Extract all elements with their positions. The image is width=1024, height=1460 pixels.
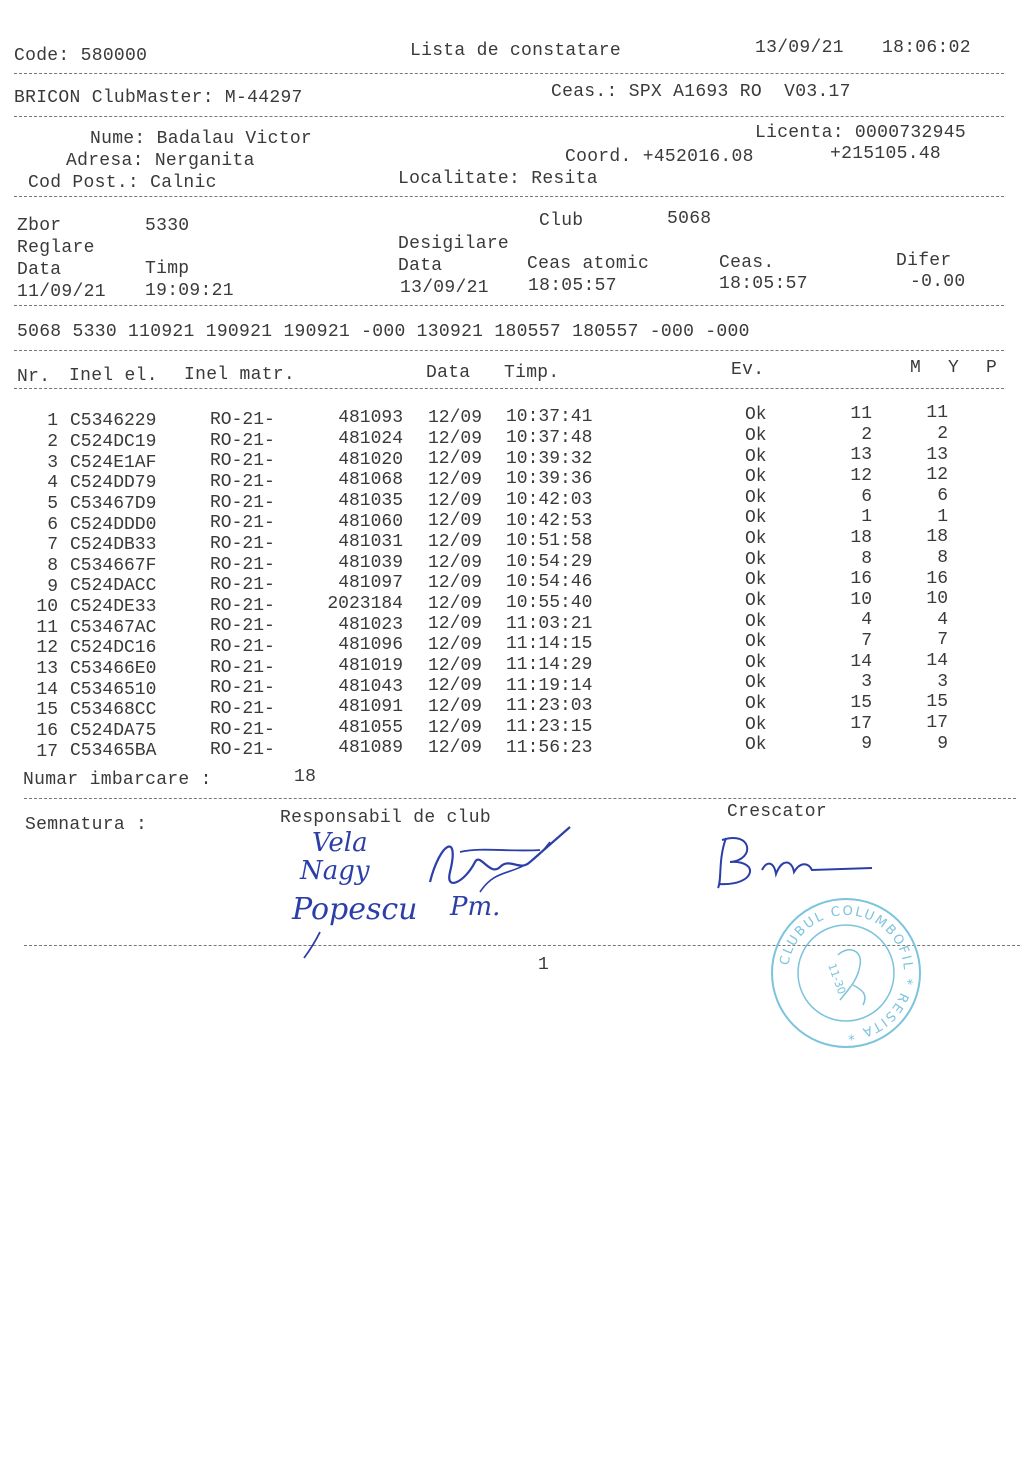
desigilare-label: Desigilare: [398, 234, 510, 254]
svg-text:CLUBUL COLUMBOFIL * RESITA *: CLUBUL COLUMBOFIL * RESITA *: [777, 903, 916, 1043]
cell-nr: 15: [36, 700, 58, 721]
table-row: [0, 712, 1024, 741]
table-row: [0, 506, 1024, 535]
svg-text:11-30: 11-30: [825, 961, 849, 997]
cell-ev: Ok: [745, 673, 767, 694]
club-stamp-icon: [768, 895, 924, 1051]
cell-ev: Ok: [745, 508, 767, 529]
cell-prefix: RO-21-: [210, 637, 275, 658]
cell-timp: 10:42:03: [506, 489, 593, 510]
table-row: [0, 444, 1024, 473]
cell-m: 2: [861, 424, 872, 445]
cell-inel-el: C534667F: [70, 555, 157, 576]
table-row: [0, 568, 1024, 597]
cell-prefix: RO-21-: [210, 410, 275, 431]
cell-ev: Ok: [745, 735, 767, 756]
cell-m: 15: [850, 692, 872, 713]
breeder-label: Crescator: [727, 802, 827, 822]
cell-data: 12/09: [428, 490, 483, 511]
cell-nr: 2: [47, 432, 58, 453]
col-header-ev: Ev.: [731, 360, 765, 380]
boarding-count-label: Numar imbarcare :: [23, 770, 212, 790]
cell-nr: 5: [47, 493, 58, 514]
cell-m: 3: [861, 672, 872, 693]
cell-timp: 10:42:53: [506, 510, 593, 531]
cell-data: 12/09: [428, 531, 483, 552]
difer-label: Difer: [896, 251, 952, 271]
cell-ev: Ok: [745, 632, 767, 653]
cell-y: 6: [937, 486, 948, 506]
reglare-date: 11/09/21: [17, 282, 106, 302]
cell-nr: 13: [36, 659, 58, 680]
divider: [14, 350, 1004, 351]
col-header-timp: Timp.: [504, 363, 560, 383]
table-row: [0, 424, 1024, 453]
cell-prefix: RO-21-: [210, 513, 275, 534]
cell-m: 13: [850, 445, 872, 466]
cell-m: 17: [850, 713, 872, 734]
cell-data: 12/09: [428, 470, 483, 491]
signature-label: Semnatura :: [25, 815, 148, 835]
cell-y: 16: [926, 568, 948, 589]
cell-matr: 481055: [338, 717, 403, 738]
cell-m: 12: [850, 466, 872, 487]
zbor-value: 5330: [145, 216, 190, 236]
table-row: [0, 671, 1024, 700]
cell-prefix: RO-21-: [210, 430, 275, 451]
code-label: Code: 580000: [14, 46, 148, 66]
cell-ev: Ok: [745, 694, 767, 715]
cell-ev: Ok: [745, 405, 767, 426]
boarding-count-value: 18: [294, 767, 317, 787]
cell-m: 14: [850, 651, 872, 672]
cell-inel-el: C524DB33: [70, 535, 157, 556]
table-row: [0, 527, 1024, 556]
cell-y: 1: [937, 506, 948, 527]
cell-prefix: RO-21-: [210, 740, 275, 761]
cell-timp: 10:51:58: [506, 531, 593, 552]
cell-nr: 8: [47, 555, 58, 576]
table-row: [0, 692, 1024, 721]
signature-popescu: Popescu: [292, 892, 418, 927]
signature-initials: Pm.: [450, 892, 501, 922]
page-number: 1: [538, 955, 550, 975]
cell-matr: 481060: [338, 511, 403, 532]
signature-tail-icon: [290, 930, 330, 960]
cell-nr: 1: [47, 411, 58, 432]
cell-inel-el: C524DE33: [70, 597, 157, 618]
cell-prefix: RO-21-: [210, 678, 275, 699]
col-header-inel-matr: Inel matr.: [184, 365, 296, 385]
cell-data: 12/09: [428, 614, 483, 635]
club-responsible-label: Responsabil de club: [280, 808, 491, 828]
signature-vela: Vela: [312, 828, 368, 858]
cell-data: 12/09: [428, 696, 483, 717]
cell-timp: 11:14:29: [506, 655, 593, 675]
cell-y: 10: [926, 589, 948, 610]
cell-inel-el: C53467AC: [70, 617, 157, 638]
cell-y: 7: [937, 630, 948, 651]
cell-data: 12/09: [428, 635, 483, 656]
cell-inel-el: C524DDD0: [70, 514, 157, 535]
cell-timp: 10:39:36: [506, 469, 593, 490]
cell-nr: 11: [36, 617, 58, 638]
col-header-y: Y: [948, 358, 960, 378]
cell-matr: 481097: [338, 573, 403, 594]
cell-data: 12/09: [428, 593, 483, 614]
cell-m: 9: [861, 734, 872, 755]
cell-ev: Ok: [745, 446, 767, 467]
cell-timp: 10:55:40: [506, 593, 593, 614]
ceas-label: Ceas.: [719, 253, 775, 273]
cell-timp: 10:54:29: [506, 551, 593, 572]
col-header-p: P: [986, 358, 998, 378]
cell-y: 18: [926, 527, 948, 548]
ceas-atomic-label: Ceas atomic: [527, 254, 650, 274]
cell-m: 10: [850, 589, 872, 610]
table-row: [0, 733, 1024, 762]
desigilare-atomic: 18:05:57: [528, 276, 617, 296]
cell-prefix: RO-21-: [210, 657, 275, 678]
cell-prefix: RO-21-: [210, 616, 275, 637]
cell-y: 13: [926, 444, 948, 465]
cell-nr: 17: [36, 741, 58, 762]
cell-inel-el: C53465BA: [70, 741, 157, 762]
cell-prefix: RO-21-: [210, 575, 275, 596]
col-header-nr: Nr.: [17, 367, 51, 387]
cell-prefix: RO-21-: [210, 533, 275, 554]
cell-y: 17: [926, 712, 948, 733]
cell-data: 12/09: [428, 449, 483, 470]
cell-timp: 11:23:15: [506, 716, 593, 737]
signature-nagy: Nagy: [300, 856, 370, 886]
cell-y: 3: [937, 671, 948, 692]
owner-license: Licenta: 0000732945: [755, 123, 966, 143]
cell-y: 12: [926, 465, 948, 486]
cell-prefix: RO-21-: [210, 719, 275, 740]
clubmaster-label: BRICON ClubMaster: M-44297: [14, 88, 303, 108]
cell-nr: 4: [47, 473, 58, 494]
cell-ev: Ok: [745, 714, 767, 735]
cell-m: 6: [861, 486, 872, 507]
divider: [14, 73, 1004, 74]
cell-m: 4: [861, 610, 872, 631]
cell-matr: 481020: [338, 449, 403, 470]
cell-matr: 481091: [338, 697, 403, 718]
cell-prefix: RO-21-: [210, 698, 275, 719]
cell-inel-el: C524DC16: [70, 638, 157, 659]
cell-ev: Ok: [745, 529, 767, 550]
code-line: 5068 5330 110921 190921 190921 -000 130921 180557 180557 -000 -000: [17, 322, 750, 342]
cell-m: 7: [861, 631, 872, 652]
cell-matr: 481019: [338, 655, 403, 676]
cell-matr: 481093: [338, 408, 403, 429]
col-header-inel-el: Inel el.: [69, 366, 158, 386]
table-row: [0, 630, 1024, 659]
owner-postal-code: Cod Post.: Calnic: [28, 173, 217, 193]
cell-nr: 10: [36, 597, 58, 618]
cell-inel-el: C524E1AF: [70, 452, 157, 473]
cell-inel-el: C524DACC: [70, 576, 157, 597]
owner-coordinates-2: +215105.48: [830, 144, 942, 164]
cell-y: 8: [937, 547, 948, 568]
table-row: [0, 589, 1024, 618]
divider: [14, 196, 1004, 197]
cell-ev: Ok: [745, 652, 767, 673]
divider: [14, 116, 1004, 117]
cell-m: 16: [850, 569, 872, 590]
cell-data: 12/09: [428, 408, 483, 429]
cell-m: 1: [861, 507, 872, 528]
cell-prefix: RO-21-: [210, 554, 275, 575]
cell-inel-el: C53467D9: [70, 493, 157, 514]
clock-label: Ceas.: SPX A1693 RO V03.17: [551, 82, 851, 102]
cell-ev: Ok: [745, 425, 767, 446]
cell-prefix: RO-21-: [210, 492, 275, 513]
cell-y: 14: [926, 651, 948, 672]
cell-nr: 16: [36, 720, 58, 741]
cell-y: 15: [926, 692, 948, 713]
print-date: 13/09/21: [755, 38, 844, 58]
cell-inel-el: C5346510: [70, 679, 157, 700]
signature-scribble-icon: [420, 822, 580, 912]
cell-matr: 481035: [338, 490, 403, 511]
cell-data: 12/09: [428, 676, 483, 697]
owner-locality: Localitate: Resita: [398, 169, 598, 189]
data-label: Data: [17, 260, 62, 280]
difference-value: -0.00: [910, 272, 966, 292]
cell-timp: 10:37:41: [506, 407, 593, 428]
cell-matr: 481031: [338, 532, 403, 553]
cell-inel-el: C5346229: [70, 411, 157, 432]
cell-y: 9: [937, 733, 948, 754]
breeder-signature-icon: [712, 830, 882, 894]
cell-inel-el: C53468CC: [70, 700, 157, 721]
print-time: 18:06:02: [882, 38, 971, 58]
cell-data: 12/09: [428, 428, 483, 449]
cell-data: 12/09: [428, 717, 483, 738]
col-header-data: Data: [426, 363, 471, 383]
reglare-time: 19:09:21: [145, 281, 234, 301]
cell-matr: 481096: [338, 635, 403, 656]
desigilare-date: 13/09/21: [400, 278, 489, 298]
table-row: [0, 609, 1024, 638]
cell-matr: 2023184: [327, 594, 403, 615]
cell-m: 8: [861, 548, 872, 569]
cell-timp: 11:23:03: [506, 696, 593, 717]
cell-timp: 10:37:48: [506, 428, 593, 449]
cell-m: 11: [850, 404, 872, 425]
cell-data: 12/09: [428, 573, 483, 594]
table-row: [0, 547, 1024, 576]
cell-y: 2: [937, 424, 948, 445]
table-row: [0, 465, 1024, 494]
cell-timp: 11:14:15: [506, 634, 593, 655]
cell-ev: Ok: [745, 487, 767, 508]
cell-nr: 14: [36, 679, 58, 700]
cell-inel-el: C53466E0: [70, 658, 157, 679]
cell-m: 18: [850, 527, 872, 548]
cell-data: 12/09: [428, 655, 483, 676]
cell-timp: 11:56:23: [506, 737, 593, 758]
col-header-m: M: [910, 358, 922, 378]
desigilare-clock: 18:05:57: [719, 274, 808, 294]
cell-nr: 6: [47, 514, 58, 535]
cell-prefix: RO-21-: [210, 472, 275, 492]
timp-label: Timp: [145, 259, 190, 279]
cell-matr: 481068: [338, 470, 403, 491]
club-value: 5068: [667, 209, 712, 229]
cell-matr: 481043: [338, 676, 403, 697]
reglare-label: Reglare: [17, 238, 95, 258]
owner-coordinates: Coord. +452016.08: [565, 147, 754, 167]
cell-data: 12/09: [428, 738, 483, 759]
cell-data: 12/09: [428, 552, 483, 573]
cell-y: 11: [926, 403, 948, 424]
divider: [14, 305, 1004, 306]
table-row: [0, 403, 1024, 432]
cell-nr: 12: [36, 638, 58, 659]
cell-timp: 10:39:32: [506, 448, 593, 469]
owner-name: Nume: Badalau Victor: [90, 129, 313, 149]
cell-matr: 481023: [338, 614, 403, 635]
cell-nr: 9: [47, 576, 58, 597]
cell-ev: Ok: [745, 590, 767, 611]
table-row: [0, 651, 1024, 680]
cell-nr: 3: [47, 452, 58, 473]
owner-address: Adresa: Nerganita: [66, 151, 255, 171]
table-row: [0, 486, 1024, 514]
cell-prefix: RO-21-: [210, 451, 275, 472]
cell-prefix: RO-21-: [210, 595, 275, 616]
cell-timp: 10:54:46: [506, 572, 593, 593]
data2-label: Data: [398, 256, 443, 276]
club-label: Club: [539, 211, 584, 231]
zbor-label: Zbor: [17, 216, 62, 236]
cell-ev: Ok: [745, 570, 767, 591]
cell-inel-el: C524DA75: [70, 720, 157, 741]
divider: [14, 388, 1004, 389]
cell-y: 4: [937, 609, 948, 630]
cell-matr: 481089: [338, 738, 403, 759]
cell-ev: Ok: [745, 611, 767, 632]
cell-timp: 11:19:14: [506, 675, 593, 696]
cell-data: 12/09: [428, 511, 483, 532]
cell-ev: Ok: [745, 467, 767, 488]
cell-nr: 7: [47, 535, 58, 556]
cell-ev: Ok: [745, 549, 767, 570]
cell-inel-el: C524DC19: [70, 432, 157, 452]
document-title: Lista de constatare: [410, 41, 621, 61]
cell-matr: 481024: [338, 429, 403, 449]
cell-matr: 481039: [338, 552, 403, 573]
cell-timp: 11:03:21: [506, 613, 593, 634]
divider: [24, 798, 1016, 799]
cell-inel-el: C524DD79: [70, 473, 157, 494]
